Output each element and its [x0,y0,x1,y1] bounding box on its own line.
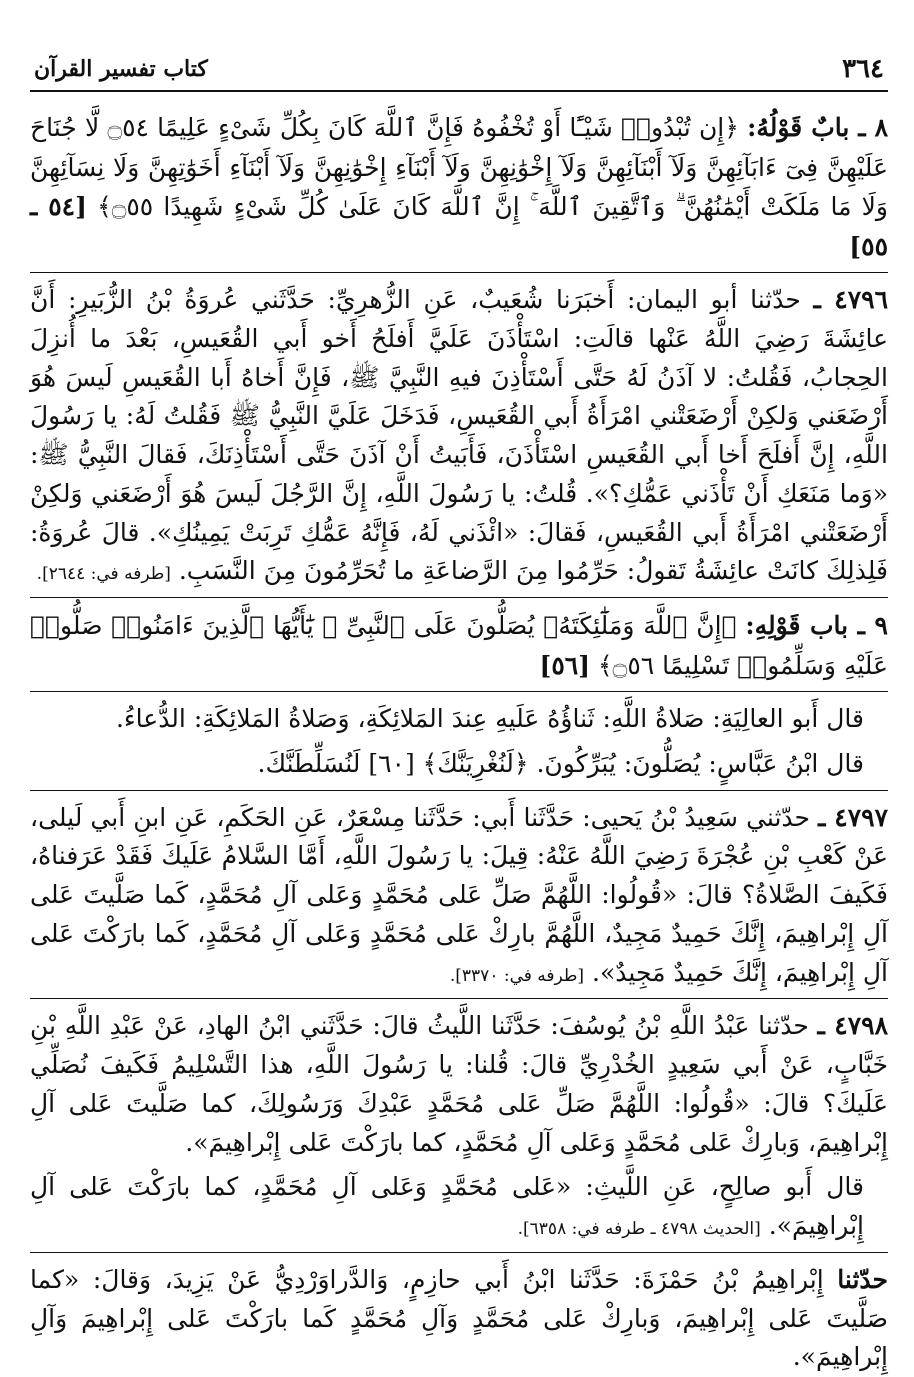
hadith-4798-number: ٤٧٩٨ ـ [817,1011,888,1041]
chapter-9 [30,606,888,685]
section-divider [30,272,888,273]
section-divider [30,790,888,791]
chapter-9-verse: ﴿إِنَّ ٱللَّهَ وَمَلَٰٓئِكَتَهُۥ يُصَلُّونَ عَلَى ٱلنَّبِىِّ ۚ يَٰٓأَيُّهَا ٱلَّذِينَ ءَامَنُوا۟ صَلُّوا۟ عَلَيْهِ وَسَلِّمُوا۟ تَسْلِيمًا ۝٥٦﴾ [30,611,888,680]
book-title: كتاب تفسير القرآن [34,56,208,82]
section-divider [30,597,888,598]
chapter-8 [30,108,888,266]
ibn-abbas-ref: [٦٠] [368,748,415,778]
final-narration-text: إِبْراهِيمُ بْنُ حَمْزَةَ: حَدَّثَنا ابْنُ أَبي حازِمٍ، وَالدَّراوَرْدِيُّ عَنْ يَزِيدَ، وَقالَ: «كما صَلَّيتَ عَلى إِبْراهِيمَ، وَبارِكْ عَلى مُحَمَّدٍ وَآلِ مُحَمَّدٍ كَما بارَكْتَ عَلى إِبْراهِيمَ وَآلِ إِبْراهِيمَ». [30,1264,888,1372]
hadith-4797 [30,799,888,993]
hadith-4798 [30,1007,888,1162]
abu-aliya-note: قال أَبو العالِيَةِ: صَلاةُ اللَّهِ: ثَناؤُهُ عَلَيهِ عِندَ المَلائِكَةِ، وَصَلاةُ المَلائِكَةِ: الدُّعاءُ. [115,704,864,733]
section-divider [30,1252,888,1253]
page-body [30,108,888,1377]
book-page [30,50,889,1372]
chapter-8-verse-ref: [٥٤ ـ ٥٥] [30,192,888,261]
chapter-9-verse-ref: [٥٦] [539,650,591,680]
ibn-abbas-text: قال ابْنُ عَبَّاسٍ: يُصَلُّونَ: يُبَرِّكُونَ. ﴿لَنُغْرِيَنَّكَ﴾ [422,748,864,778]
abu-salih-note-ref: [الحديث ٤٧٩٨ ـ طرفه في: ٦٣٥٨]. [517,1219,761,1239]
ibn-abbas-gloss: لَنُسَلِّطَنَّكَ. [257,748,361,778]
hadith-4797-note: [طرفه في: ٣٣٧٠]. [449,965,585,986]
chapter-8-title: ٨ ـ بابٌ قَوْلُهُ: [747,113,889,142]
abu-salih-note [30,1168,888,1246]
hadith-4798-text: حدّثنا عَبْدُ اللَّهِ بْنُ يُوسُفَ: حَدَّثَنا اللَّيثُ قالَ: حَدَّثَني ابْنُ الهادِ، عَنْ عَبْدِ اللَّهِ بْنِ خَبَّابٍ، عَنْ أَبي سَعِيدٍ الخُدْرِيِّ قالَ: قُلنا: يا رَسُولَ اللَّهِ، هذا التَّسْلِيمُ فَكَيفَ نُصَلِّي عَلَيكَ؟ قالَ: «قُولُوا: اللَّهُمَّ صَلِّ عَلى مُحَمَّدٍ عَبْدِكَ وَرَسُولِكَ، كما صَلَّيتَ عَلى آلِ إِبْراهِيمَ، وَبارِكْ عَلى مُحَمَّدٍ وَعَلى آلِ مُحَمَّدٍ، كما بارَكْتَ عَلى إِبْراهِيمَ». [30,1011,888,1157]
section-divider [30,998,888,999]
hadith-4797-text: حدّثني سَعِيدُ بْنُ يَحيى: حَدَّثَنا أَبي: حَدَّثَنا مِسْعَرٌ، عَنِ الحَكَمِ، عَنِ ابنِ أَبي لَيلى، عَنْ كَعْبِ بْنِ عُجْرَةَ رَضِيَ اللَّهُ عَنْهُ: قِيلَ: يا رَسُولَ اللَّهِ، أَمَّا السَّلامُ عَلَيكَ فَقَدْ عَرَفناهُ، فَكَيفَ الصَّلاةُ؟ قالَ: «قُولُوا: اللَّهُمَّ صَلِّ عَلى مُحَمَّدٍ وَعَلى آلِ مُحَمَّدٍ، كَما صَلَّيتَ عَلى آلِ إِبْراهِيمَ، إِنَّكَ حَمِيدٌ مَجِيدٌ، اللَّهُمَّ بارِكْ عَلى مُحَمَّدٍ وَعَلى آلِ مُحَمَّدٍ، كَما بارَكْتَ عَلى آلِ إِبْراهِيمَ، إِنَّكَ حَمِيدٌ مَجِيدٌ». [30,802,888,987]
hadith-4796-text: حدّثنا أبو اليمان: أَخبَرَنا شُعَيبٌ، عَنِ الزُّهرِيِّ: حَدَّثَني عُروَةُ بْنُ الزُّبَيرِ: أَنَّ عائِشَةَ رَضِيَ اللَّهُ عَنْها قالَتِ: اسْتَأْذَنَ عَلَيَّ أَفلَحُ أَخو أَبي القُعَيسِ، بَعْدَ ما أُنزِلَ الحِجابُ، فَقُلتُ: لا آذَنُ لَهُ حَتَّى أَسْتَأْذِنَ فيهِ النَّبِيَّ ﷺ، فَإِنَّ أَخاهُ أَبا القُعَيسِ لَيسَ هُوَ أَرْضَعَني وَلكِنْ أَرْضَعَتْني امْرَأَةُ أَبي القُعَيسِ، فَدَخَلَ عَلَيَّ النَّبِيُّ ﷺ فَقُلتُ لَهُ: يا رَسُولَ اللَّهِ، إِنَّ أَفلَحَ أَخا أَبي القُعَيسِ اسْتَأْذَنَ، فَأَبَيتُ أَنْ آذَنَ حَتَّى أَسْتَأْذِنَكَ، فَقالَ النَّبِيُّ ﷺ: «وَما مَنَعَكِ أَنْ تَأْذَني عَمُّكِ؟». قُلتُ: يا رَسُولَ اللَّهِ، إِنَّ الرَّجُلَ لَيسَ هُوَ أَرْضَعَني وَلكِنْ أَرْضَعَتْني امْرَأَةُ أَبي القُعَيسِ، فَقالَ: «ائْذَني لَهُ، فَإِنَّهُ عَمُّكِ تَرِبَتْ يَمِينُكِ». قالَ عُروَةُ: فَلِذلِكَ كانَتْ عائِشَةُ تَقولُ: حَرِّمُوا مِنَ الرَّضاعَةِ ما تُحَرِّمُونَ مِنَ النَّسَبِ. [30,285,888,586]
final-narration [30,1261,888,1377]
hadith-4796 [30,281,888,591]
hadith-4796-note: [طرفه في: ٢٦٤٤]. [36,564,171,585]
hadith-4796-number: ٤٧٩٦ ـ [813,285,889,314]
hadith-4797-number: ٤٧٩٧ ـ [818,802,888,832]
chapter-9-title: ٩ ـ باب قَوْلِهِ: [745,611,888,640]
chapter-8-verse: ﴿إِن تُبْدُوا۟ شَيْـًٔا أَوْ تُخْفُوهُ فَإِنَّ ٱللَّهَ كَانَ بِكُلِّ شَىْءٍ عَلِيمًا ۝٥٤ لَّا جُنَاحَ عَلَيْهِنَّ فِىٓ ءَابَآئِهِنَّ وَلَآ أَبْنَآئِهِنَّ وَلَآ إِخْوَٰنِهِنَّ وَلَآ أَبْنَآءِ إِخْوَٰنِهِنَّ وَلَآ أَبْنَآءِ أَخَوَٰتِهِنَّ وَلَا نِسَآئِهِنَّ وَلَا مَا مَلَكَتْ أَيْمَٰنُهُنَّ ۗ وَٱتَّقِينَ ٱللَّهَ ۚ إِنَّ ٱللَّهَ كَانَ عَلَىٰ كُلِّ شَىْءٍ شَهِيدًا ۝٥٥﴾ [30,113,889,221]
abu-salih-text: قال أَبو صالِحٍ، عَنِ اللَّيثِ: «عَلى مُحَمَّدٍ وَعَلى آلِ مُحَمَّدٍ، كما بارَكْتَ عَلى آلِ إِبْراهِيمَ». [30,1172,864,1240]
page-header [30,50,888,92]
page-number: ٣٦٤ [842,54,884,84]
ibn-abbas-note [30,745,888,784]
section-divider [30,691,888,692]
final-narration-start: حدّثنا [837,1264,888,1294]
